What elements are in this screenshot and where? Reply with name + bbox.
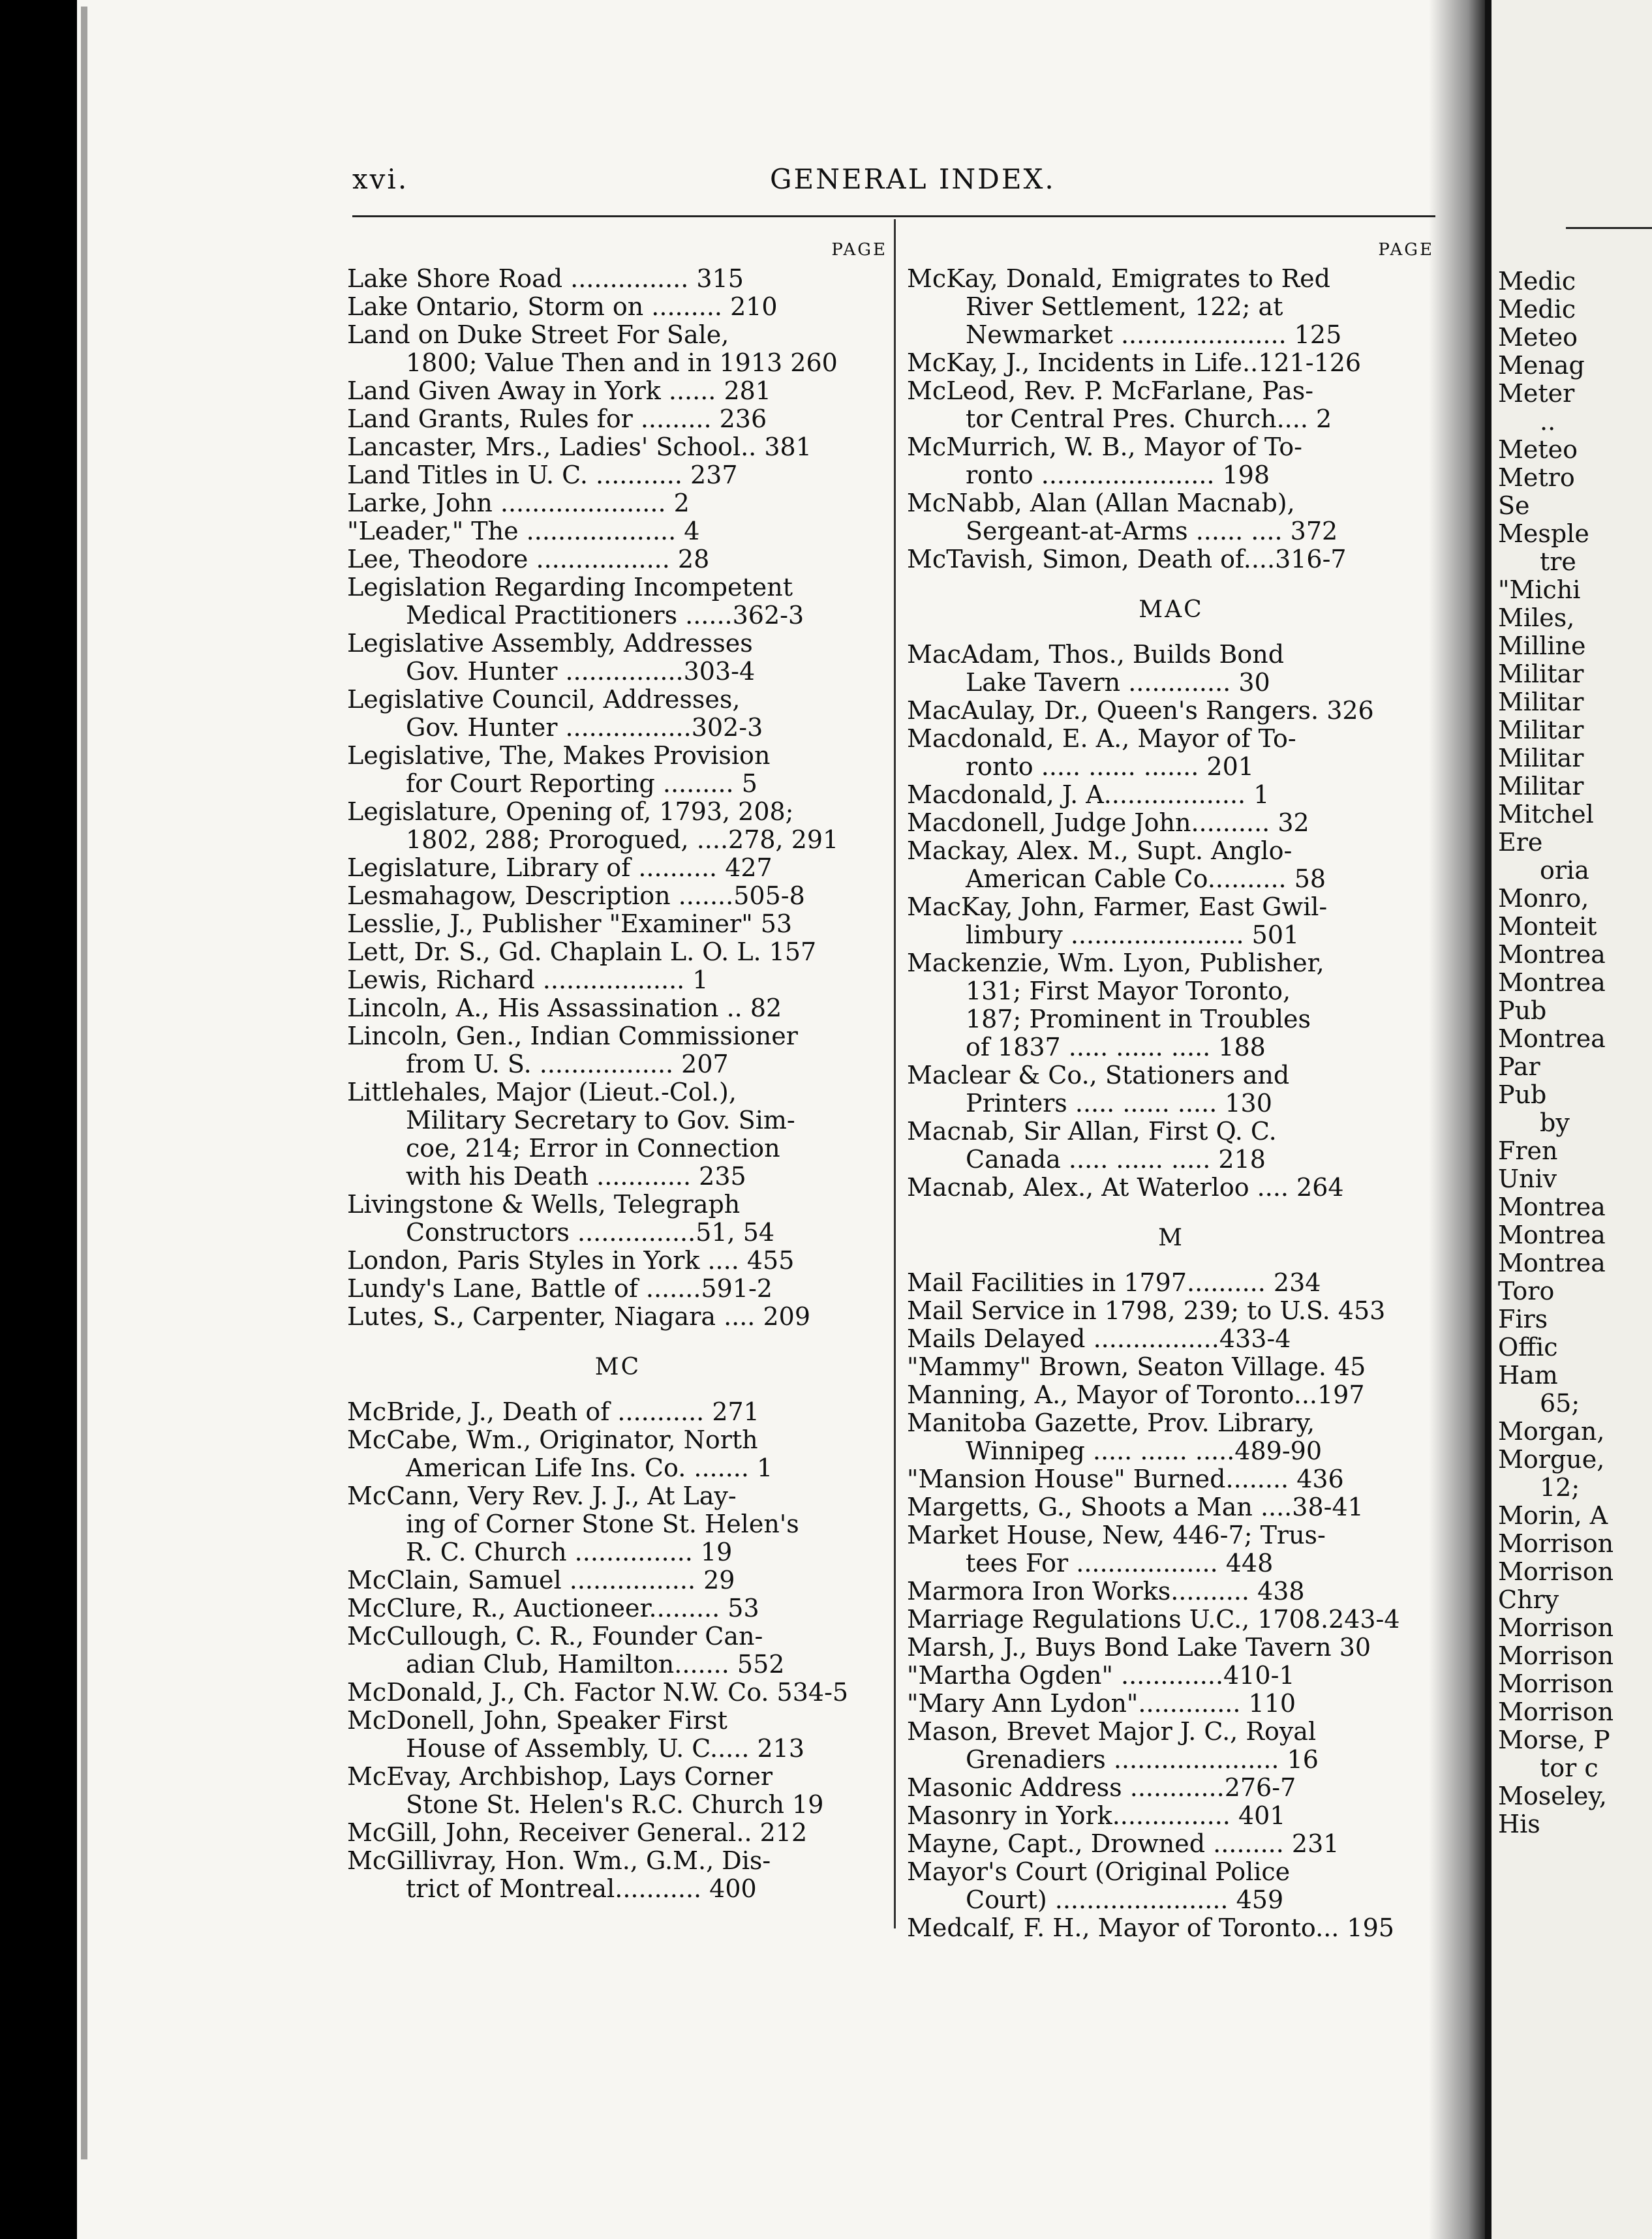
index-entry-line: Legislative, The, Makes Provision (347, 741, 771, 770)
index-entry-line: Manitoba Gazette, Prov. Library, (907, 1409, 1315, 1437)
index-entry-continuation: Gov. Hunter ................302-3 (406, 713, 763, 742)
index-entry-continuation: adian Club, Hamilton....... 552 (406, 1650, 785, 1679)
index-entry-line: Lincoln, A., His Assassination .. 82 (347, 994, 782, 1022)
page-folio: xvi. (352, 163, 409, 195)
adjacent-page-fragment: Morrison (1498, 1557, 1614, 1586)
entries-mc (347, 1398, 889, 1903)
index-entry-continuation: tees For .................. 448 (966, 1549, 1274, 1577)
index-entry-line: Land Titles in U. C. ........... 237 (347, 461, 738, 489)
index-entry-line: McClure, R., Auctioneer......... 53 (347, 1594, 759, 1622)
index-entry-line: Macnab, Alex., At Waterloo .... 264 (907, 1173, 1344, 1202)
index-entry (907, 1662, 1435, 1690)
index-entry (907, 1858, 1435, 1914)
index-entry-line: McCabe, Wm., Originator, North (347, 1425, 758, 1454)
adjacent-page-fragment: Toro (1498, 1277, 1555, 1305)
index-entry-line: Mackenzie, Wm. Lyon, Publisher, (907, 949, 1324, 977)
index-entry (347, 321, 889, 377)
adjacent-page-fragment: Morgan, (1498, 1417, 1605, 1446)
index-entry-line: Macdonell, Judge John.......... 32 (907, 808, 1309, 837)
index-entry-line: McMurrich, W. B., Mayor of To- (907, 433, 1302, 461)
index-entry-line: MacAdam, Thos., Builds Bond (907, 640, 1285, 669)
index-entry (347, 545, 889, 573)
index-entry-line: Lett, Dr. S., Gd. Chaplain L. O. L. 157 (347, 937, 817, 966)
adjacent-page-fragment: Ham (1498, 1361, 1558, 1390)
index-entry (907, 1269, 1435, 1297)
index-entry (907, 545, 1435, 573)
index-entry-continuation: Printers ..... ...... ..... 130 (966, 1089, 1272, 1118)
index-entry-line: Legislative Council, Addresses, (347, 685, 741, 714)
index-entry (907, 1830, 1435, 1858)
adjacent-page-fragment: Militar (1498, 716, 1584, 744)
index-entry-continuation: Constructors ...............51, 54 (406, 1218, 775, 1247)
adjacent-page-fragment: Militar (1498, 772, 1584, 800)
index-entry-line: Lesslie, J., Publisher "Examiner" 53 (347, 909, 793, 938)
index-entry (347, 433, 889, 461)
index-entry-line: Mail Service in 1798, 239; to U.S. 453 (907, 1296, 1386, 1325)
index-entry (907, 265, 1435, 349)
adjacent-page-fragment: Pub (1498, 996, 1547, 1025)
index-entry (907, 433, 1435, 489)
index-entry (347, 573, 889, 630)
index-entry (907, 809, 1435, 837)
index-entry-line: Lake Ontario, Storm on ......... 210 (347, 292, 778, 321)
index-entry-continuation: for Court Reporting ......... 5 (406, 769, 757, 798)
index-entry (347, 293, 889, 321)
index-entry-line: Mails Delayed ................433-4 (907, 1324, 1291, 1353)
gutter-shadow (1429, 0, 1485, 2239)
adjacent-page-fragment: Morin, A (1498, 1501, 1608, 1530)
adjacent-header-rule (1566, 227, 1652, 229)
header-rule (352, 215, 1435, 217)
index-entry-line: McDonell, John, Speaker First (347, 1706, 727, 1735)
index-entry (907, 1774, 1435, 1802)
index-entry-line: McGillivray, Hon. Wm., G.M., Dis- (347, 1846, 771, 1875)
index-entry (907, 1521, 1435, 1577)
index-entry-line: MacKay, John, Farmer, East Gwil- (907, 892, 1328, 921)
index-column-left (347, 239, 889, 1903)
index-entry-line: Marsh, J., Buys Bond Lake Tavern 30 (907, 1633, 1371, 1662)
index-entry (907, 1802, 1435, 1830)
adjacent-page-fragment: Militar (1498, 688, 1584, 716)
index-entry-line: "Mary Ann Lydon"............. 110 (907, 1689, 1296, 1718)
index-entry-line: Land Grants, Rules for ......... 236 (347, 404, 767, 433)
index-entry-line: London, Paris Styles in York .... 455 (347, 1246, 795, 1275)
page-column-label: PAGE (831, 240, 887, 260)
adjacent-page-fragment: Miles, (1498, 603, 1575, 632)
index-entry-line: Marriage Regulations U.C., 1708.243-4 (907, 1605, 1400, 1634)
index-entry (907, 1606, 1435, 1634)
index-entry (347, 517, 889, 545)
index-entry-line: Macnab, Sir Allan, First Q. C. (907, 1117, 1277, 1146)
adjacent-page-fragment: His (1498, 1810, 1540, 1838)
index-entry-line: McTavish, Simon, Death of....316-7 (907, 545, 1347, 573)
index-entry (907, 1381, 1435, 1409)
index-entry-line: Lancaster, Mrs., Ladies' School.. 381 (347, 433, 812, 461)
index-column-right (907, 239, 1435, 1942)
index-entry-line: McCullough, C. R., Founder Can- (347, 1622, 763, 1651)
index-entry (907, 725, 1435, 781)
index-entry (347, 1566, 889, 1594)
index-entry-line: McKay, Donald, Emigrates to Red (907, 264, 1330, 293)
index-entry-line: Legislative Assembly, Addresses (347, 629, 753, 658)
index-entry (907, 1118, 1435, 1174)
index-entry-line: Medcalf, F. H., Mayor of Toronto... 195 (907, 1913, 1394, 1942)
adjacent-page-fragment: Chry (1498, 1585, 1559, 1614)
index-entry-line: Lesmahagow, Description .......505-8 (347, 881, 805, 910)
index-entry-continuation: R. C. Church ............... 19 (406, 1538, 733, 1566)
index-entry-line: Legislature, Opening of, 1793, 208; (347, 797, 794, 826)
index-entry (347, 1426, 889, 1482)
index-entry-continuation: ronto ..... ...... ....... 201 (966, 752, 1254, 781)
adjacent-page-fragment: Montrea (1498, 1193, 1606, 1221)
index-entry-continuation: trict of Montreal........... 400 (406, 1874, 757, 1903)
index-entry-continuation: of 1837 ..... ...... ..... 188 (966, 1033, 1266, 1061)
index-entry-continuation: Stone St. Helen's R.C. Church 19 (406, 1790, 824, 1819)
adjacent-page-fragment: Morrison (1498, 1698, 1614, 1726)
index-entry-continuation: House of Assembly, U. C..... 213 (406, 1734, 805, 1763)
adjacent-page-fragment: Militar (1498, 660, 1584, 688)
index-entry (907, 781, 1435, 809)
adjacent-page-fragment: Fren (1498, 1136, 1558, 1165)
index-entry (347, 1398, 889, 1426)
index-entry (347, 1247, 889, 1275)
adjacent-page-fragment: Morgue, (1498, 1445, 1605, 1474)
adjacent-page-fragment: Montrea (1498, 1024, 1606, 1053)
section-heading-mc: MC (594, 1354, 641, 1380)
index-entry-continuation: 187; Prominent in Troubles (966, 1005, 1311, 1033)
index-entry (347, 742, 889, 798)
index-entry (347, 1594, 889, 1622)
entries-l (347, 265, 889, 1331)
adjacent-page-fragment: Univ (1498, 1165, 1557, 1193)
index-entry-continuation: limbury ...................... 501 (966, 921, 1300, 949)
section-heading-mac: MAC (1139, 596, 1204, 623)
index-entry-line: McCann, Very Rev. J. J., At Lay- (347, 1482, 737, 1510)
index-entry (347, 1847, 889, 1903)
index-entry (907, 1061, 1435, 1118)
adjacent-page-fragment: Mitchel (1498, 800, 1594, 829)
index-entry (907, 1353, 1435, 1381)
adjacent-page-fragment: oria (1540, 856, 1589, 885)
index-entry-line: Masonry in York............... 401 (907, 1801, 1286, 1830)
index-entry (347, 854, 889, 882)
page-column-label: PAGE (1378, 240, 1434, 260)
index-entry-continuation: ing of Corner Stone St. Helen's (406, 1510, 799, 1538)
adjacent-page-fragment: Meteo (1498, 323, 1578, 352)
adjacent-page-fragment: Metro (1498, 463, 1575, 492)
index-entry-line: McKay, J., Incidents in Life..121-126 (907, 348, 1362, 377)
adjacent-page-fragment: Morrison (1498, 1529, 1614, 1558)
index-entry-continuation: tor Central Pres. Church.... 2 (966, 404, 1332, 433)
index-entry-line: Lee, Theodore ................. 28 (347, 545, 710, 573)
adjacent-page-fragment: Montrea (1498, 1221, 1606, 1249)
index-entry (347, 1622, 889, 1679)
index-entry (347, 798, 889, 854)
adjacent-page-fragment: "Michi (1498, 575, 1581, 604)
index-entry (347, 630, 889, 686)
index-entry (907, 1174, 1435, 1202)
index-entry (347, 994, 889, 1022)
adjacent-page-column (1498, 267, 1652, 1838)
adjacent-page-fragment: Ere (1498, 828, 1543, 857)
index-entry (907, 1914, 1435, 1942)
index-entry-line: Mason, Brevet Major J. C., Royal (907, 1717, 1317, 1746)
index-entry-line: Mayne, Capt., Drowned ......... 231 (907, 1829, 1339, 1858)
index-entry-line: McClain, Samuel ................ 29 (347, 1566, 735, 1594)
index-entry (907, 1409, 1435, 1465)
index-entry (907, 1297, 1435, 1325)
index-entry-line: Land Given Away in York ...... 281 (347, 376, 771, 405)
index-entry-continuation: 131; First Mayor Toronto, (966, 977, 1291, 1005)
index-entry (907, 697, 1435, 725)
index-entry (907, 893, 1435, 949)
adjacent-page-fragment: Morrison (1498, 1669, 1614, 1698)
index-entry-line: Larke, John ..................... 2 (347, 489, 690, 517)
index-entry (347, 489, 889, 517)
index-entry-line: Marmora Iron Works.......... 438 (907, 1577, 1305, 1606)
index-entry-line: Maclear & Co., Stationers and (907, 1061, 1290, 1089)
index-entry-line: McDonald, J., Ch. Factor N.W. Co. 534-5 (347, 1678, 849, 1707)
index-entry (907, 1690, 1435, 1718)
index-entry-line: Littlehales, Major (Lieut.-Col.), (347, 1078, 737, 1106)
index-entry (347, 910, 889, 938)
index-entry (347, 461, 889, 489)
index-entry-continuation: with his Death ............ 235 (406, 1162, 746, 1191)
adjacent-page-fragment: Par (1498, 1052, 1540, 1081)
index-entry-continuation: 1800; Value Then and in 1913 260 (406, 348, 838, 377)
index-entry (347, 1482, 889, 1566)
index-entry-continuation: American Life Ins. Co. ....... 1 (406, 1454, 773, 1482)
index-entry (347, 1679, 889, 1707)
entries-m (907, 1269, 1435, 1942)
index-entry-continuation: Winnipeg ..... ...... .....489-90 (966, 1437, 1323, 1465)
adjacent-page-fragment: 12; (1540, 1473, 1580, 1502)
index-entry-line: "Mansion House" Burned........ 436 (907, 1465, 1344, 1493)
section-heading-m: M (1158, 1225, 1184, 1251)
index-entry-line: Lundy's Lane, Battle of .......591-2 (347, 1274, 772, 1303)
adjacent-page-fragment: Montrea (1498, 940, 1606, 969)
index-entry (347, 686, 889, 742)
index-entry-line: McLeod, Rev. P. McFarlane, Pas- (907, 376, 1314, 405)
adjacent-page-fragment: Monteit (1498, 912, 1597, 941)
adjacent-page-fragment: Monro, (1498, 884, 1589, 913)
adjacent-page-fragment: Offic (1498, 1333, 1558, 1362)
column-divider (894, 219, 896, 1928)
adjacent-page-fragment: .. (1540, 407, 1556, 436)
index-entry-continuation: Newmarket ..................... 125 (966, 320, 1342, 349)
index-entry-line: Macdonald, J. A.................. 1 (907, 780, 1270, 809)
index-entry (907, 1634, 1435, 1662)
index-entry-line: Mail Facilities in 1797.......... 234 (907, 1268, 1321, 1297)
index-entry (347, 938, 889, 966)
index-entry-continuation: coe, 214; Error in Connection (406, 1134, 780, 1163)
index-entry (347, 882, 889, 910)
index-entry-line: Market House, New, 446-7; Trus- (907, 1521, 1326, 1549)
index-entry-continuation: Lake Tavern ............. 30 (966, 668, 1270, 697)
index-entry (347, 966, 889, 994)
entries-mac (907, 641, 1435, 1202)
page-title: GENERAL INDEX. (770, 163, 1056, 195)
index-entry-line: McBride, J., Death of ........... 271 (347, 1397, 759, 1426)
index-entry (907, 377, 1435, 433)
index-entry (907, 349, 1435, 377)
adjacent-page-fragment: Montrea (1498, 1249, 1606, 1277)
index-entry-line: McGill, John, Receiver General.. 212 (347, 1818, 808, 1847)
index-entry-line: "Leader," The ................... 4 (347, 517, 700, 545)
adjacent-page-fragment: Militar (1498, 744, 1584, 772)
adjacent-page-fragment: Morse, P (1498, 1726, 1610, 1754)
index-entry-line: Legislation Regarding Incompetent (347, 573, 793, 602)
adjacent-page-fragment: Pub (1498, 1080, 1547, 1109)
adjacent-page-fragment: Medic (1498, 267, 1576, 296)
index-entry (907, 489, 1435, 545)
index-entry (907, 1465, 1435, 1493)
adjacent-page-fragment: Mesple (1498, 519, 1589, 548)
index-entry-line: Mayor's Court (Original Police (907, 1857, 1291, 1886)
index-entry (347, 1022, 889, 1078)
index-entry (347, 1191, 889, 1247)
index-entry (347, 1078, 889, 1191)
index-entry-line: Masonic Address ............276-7 (907, 1773, 1296, 1802)
index-entry-continuation: Medical Practitioners ......362-3 (406, 601, 804, 630)
adjacent-page-fragment: tor c (1540, 1754, 1598, 1782)
index-entry-continuation: Grenadiers ..................... 16 (966, 1745, 1319, 1774)
index-entry (907, 837, 1435, 893)
index-entry (347, 265, 889, 293)
index-entry-continuation: Gov. Hunter ...............303-4 (406, 657, 756, 686)
index-entry-line: Lake Shore Road ............... 315 (347, 264, 744, 293)
index-entry-line: McEvay, Archbishop, Lays Corner (347, 1762, 772, 1791)
index-entry-continuation: from U. S. ................. 207 (406, 1050, 729, 1078)
adjacent-page-fragment: Moseley, (1498, 1782, 1607, 1810)
index-entry-line: Lutes, S., Carpenter, Niagara .... 209 (347, 1302, 810, 1331)
index-entry (907, 1718, 1435, 1774)
index-entry-line: Land on Duke Street For Sale, (347, 320, 729, 349)
adjacent-page-fragment: by (1540, 1108, 1570, 1137)
adjacent-page-fragment: 65; (1540, 1389, 1580, 1418)
adjacent-page-fragment: Montrea (1498, 968, 1606, 997)
index-entry (347, 1275, 889, 1303)
index-entry-continuation: ronto ...................... 198 (966, 461, 1270, 489)
index-entry-continuation: Canada ..... ...... ..... 218 (966, 1145, 1266, 1174)
adjacent-page-fragment: Morrison (1498, 1613, 1614, 1642)
index-entry-line: Mackay, Alex. M., Supt. Anglo- (907, 836, 1293, 865)
index-entry (907, 1325, 1435, 1353)
index-entry-continuation: 1802, 288; Prorogued, ....278, 291 (406, 825, 839, 854)
index-entry (907, 949, 1435, 1061)
index-entry (907, 641, 1435, 697)
index-entry-line: "Mammy" Brown, Seaton Village. 45 (907, 1352, 1366, 1381)
index-entry-line: McNabb, Alan (Allan Macnab), (907, 489, 1295, 517)
scan-edge-shadow (81, 7, 87, 2159)
index-entry-line: Lincoln, Gen., Indian Commissioner (347, 1022, 798, 1050)
index-entry-line: Legislature, Library of .......... 427 (347, 853, 772, 882)
entries-mck (907, 265, 1435, 573)
adjacent-page-fragment: Meteo (1498, 435, 1578, 464)
adjacent-page-fragment: Se (1498, 491, 1530, 520)
index-entry-line: Margetts, G., Shoots a Man ....38-41 (907, 1493, 1364, 1521)
adjacent-page-fragment: Milline (1498, 632, 1586, 660)
adjacent-page-fragment: Morrison (1498, 1641, 1614, 1670)
index-entry-line: Livingstone & Wells, Telegraph (347, 1190, 741, 1219)
index-entry-continuation: Sergeant-at-Arms ...... .... 372 (966, 517, 1338, 545)
index-entry-continuation: Court) ...................... 459 (966, 1885, 1284, 1914)
index-entry (907, 1493, 1435, 1521)
index-entry (347, 1819, 889, 1847)
adjacent-page-fragment: Medic (1498, 295, 1576, 324)
index-entry-line: "Martha Ogden" .............410-1 (907, 1661, 1295, 1690)
adjacent-page-fragment: Firs (1498, 1305, 1548, 1333)
index-entry (347, 1763, 889, 1819)
adjacent-page-fragment: Meter (1498, 379, 1575, 408)
index-entry (907, 1577, 1435, 1606)
index-entry-line: Macdonald, E. A., Mayor of To- (907, 724, 1296, 753)
index-entry (347, 377, 889, 405)
index-entry-continuation: Military Secretary to Gov. Sim- (406, 1106, 795, 1135)
adjacent-page-fragment: Menag (1498, 351, 1585, 380)
adjacent-page-fragment: tre (1540, 547, 1576, 576)
index-entry-continuation: River Settlement, 122; at (966, 292, 1283, 321)
index-entry-line: MacAulay, Dr., Queen's Rangers. 326 (907, 696, 1374, 725)
index-entry-line: Manning, A., Mayor of Toronto...197 (907, 1380, 1365, 1409)
index-entry (347, 405, 889, 433)
index-entry-continuation: American Cable Co.......... 58 (966, 864, 1326, 893)
index-entry (347, 1707, 889, 1763)
index-entry (347, 1303, 889, 1331)
index-entry-line: Lewis, Richard .................. 1 (347, 966, 709, 994)
